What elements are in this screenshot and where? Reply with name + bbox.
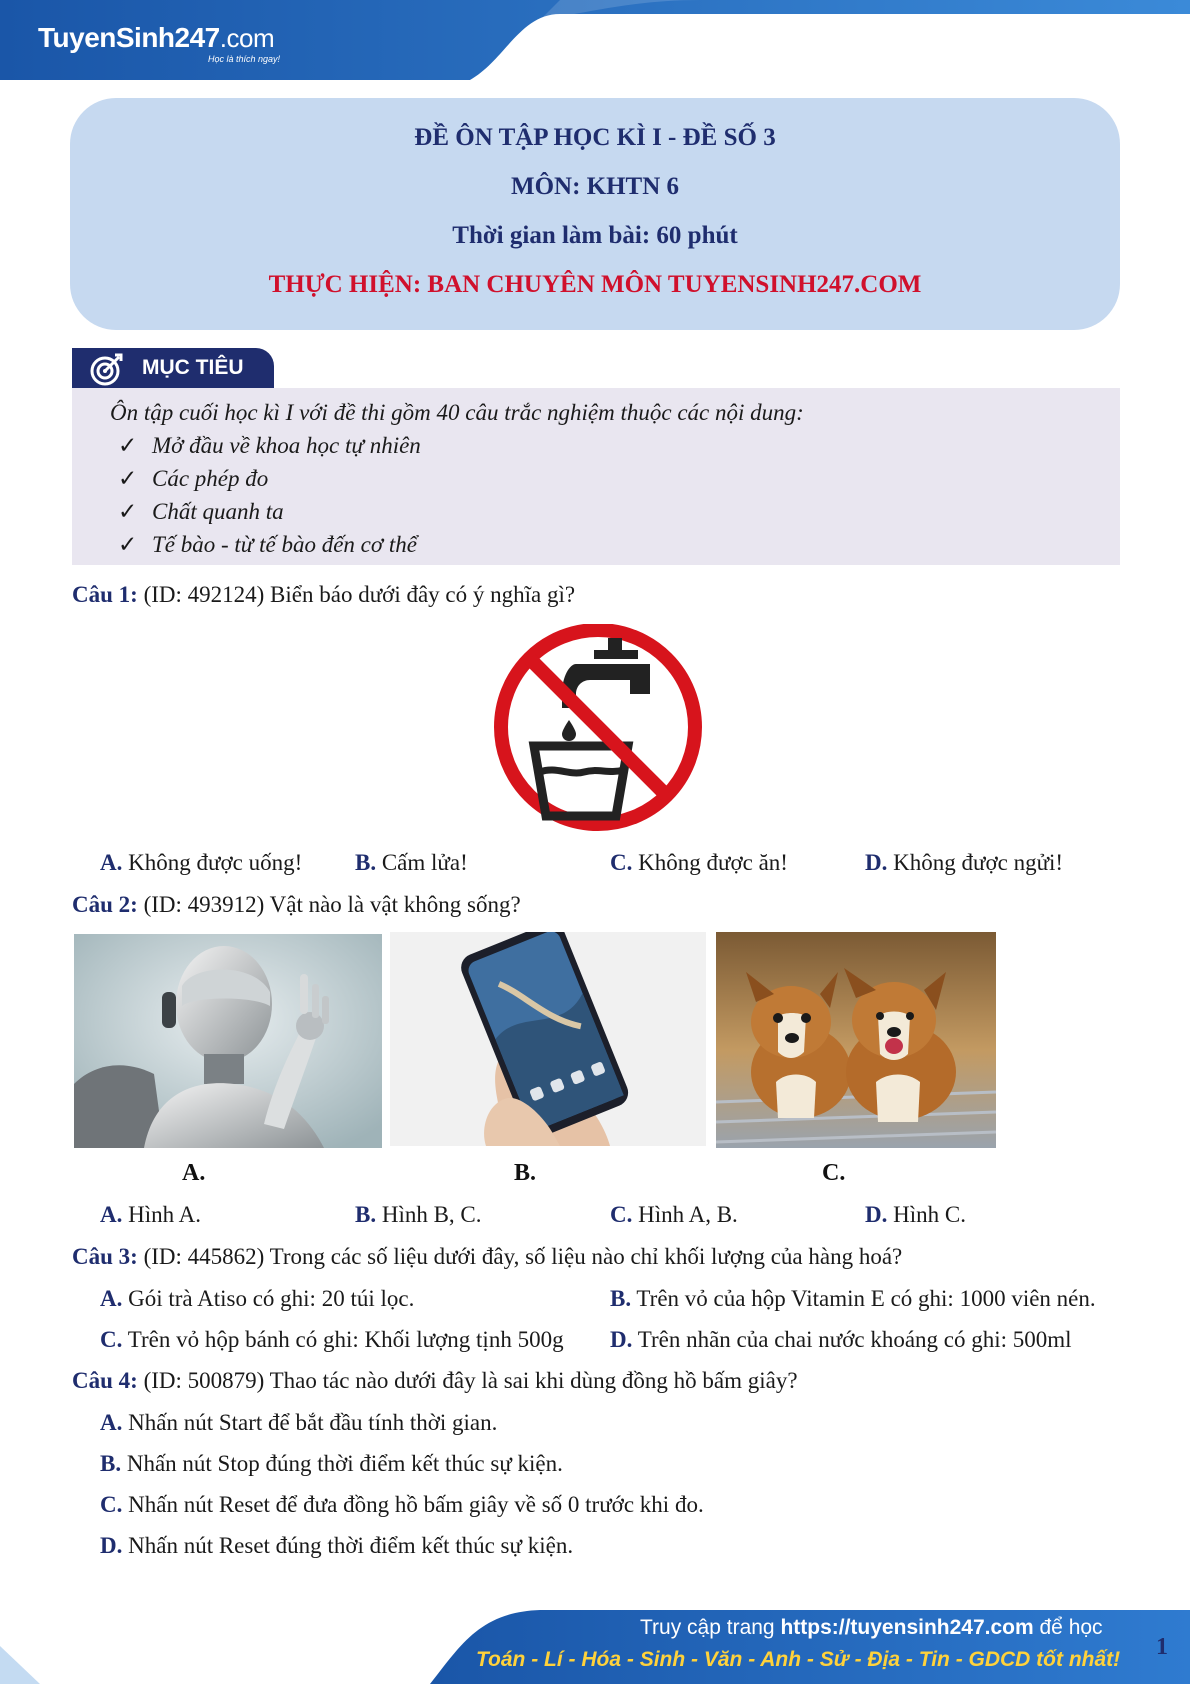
- smartphone-image: [390, 932, 706, 1146]
- option-b[interactable]: B. Cấm lửa!: [355, 850, 468, 875]
- question-3: [72, 1244, 902, 1270]
- option-c[interactable]: C. Hình A, B.: [610, 1202, 738, 1227]
- no-drinking-sign: [490, 624, 706, 834]
- exam-title: ĐỀ ÔN TẬP HỌC KÌ I - ĐỀ SỐ 3: [414, 124, 776, 151]
- objective-tab: [72, 348, 274, 388]
- option-b[interactable]: B. Trên vỏ của hộp Vitamin E có ghi: 1000 viên nén.: [610, 1286, 1096, 1311]
- check-icon: ✓: [118, 433, 138, 458]
- figure-caption-a: A.: [182, 1160, 206, 1186]
- figure-caption-c: C.: [822, 1160, 846, 1186]
- subject-line: MÔN: KHTN 6: [510, 173, 680, 200]
- question-text: (ID: 445862) Trong các số liệu dưới đây, số liệu nào chỉ khối lượng của hàng hoá?: [137, 1244, 903, 1269]
- duration-line: Thời gian làm bài: 60 phút: [452, 222, 738, 249]
- objective-intro: Ôn tập cuối học kì I với đề thi gồm 40 câu trắc nghiệm thuộc các nội dung:: [110, 400, 804, 425]
- check-icon: ✓: [118, 532, 138, 557]
- option-b[interactable]: B. Nhấn nút Stop đúng thời điểm kết thúc sự kiện.: [100, 1451, 563, 1476]
- objective-item: ✓ Chất quanh ta: [118, 499, 284, 524]
- check-icon: ✓: [118, 466, 138, 491]
- footer-subjects: Toán - Lí - Hóa - Sinh - Văn - Anh - Sử - Địa - Tin - GDCD tốt nhất!: [476, 1648, 1121, 1671]
- question-number: Câu 2:: [72, 892, 138, 917]
- objective-item: ✓ Mở đầu về khoa học tự nhiên: [118, 433, 421, 458]
- option-c[interactable]: C. Trên vỏ hộp bánh có ghi: Khối lượng tịnh 500g: [100, 1327, 564, 1352]
- option-a[interactable]: A. Nhấn nút Start để bắt đầu tính thời gian.: [100, 1410, 498, 1435]
- option-c[interactable]: C. Nhấn nút Reset để đưa đồng hồ bấm giây về số 0 trước khi đo.: [100, 1492, 704, 1517]
- option-b[interactable]: B. Hình B, C.: [355, 1202, 482, 1227]
- option-d[interactable]: D. Hình C.: [865, 1202, 966, 1227]
- logo-suffix: .com: [219, 23, 275, 53]
- site-logo[interactable]: [38, 22, 274, 54]
- question-text: (ID: 500879) Thao tác nào dưới đây là sai khi dùng đồng hồ bấm giây?: [137, 1368, 798, 1393]
- question-4: [72, 1368, 798, 1394]
- option-d[interactable]: D. Không được ngửi!: [865, 850, 1064, 875]
- check-icon: ✓: [118, 499, 138, 524]
- figure-caption-b: B.: [514, 1160, 537, 1186]
- footer-visit-text: Truy cập trang https://tuyensinh247.com để học: [640, 1616, 1103, 1639]
- option-a[interactable]: A. Không được uống!: [100, 850, 303, 875]
- question-2: [72, 892, 521, 918]
- option-d[interactable]: D. Trên nhãn của chai nước khoáng có ghi: 500ml: [610, 1327, 1072, 1352]
- page-number: 1: [1156, 1634, 1168, 1660]
- objective-item: ✓ Các phép đo: [118, 466, 269, 491]
- author-line: THỰC HIỆN: BAN CHUYÊN MÔN TUYENSINH247.COM: [268, 271, 922, 298]
- question-1: [72, 582, 575, 608]
- question-text: (ID: 493912) Vật nào là vật không sống?: [137, 892, 521, 917]
- objective-item: ✓ Tế bào - từ tế bào đến cơ thể: [118, 532, 417, 557]
- option-d[interactable]: D. Nhấn nút Reset đúng thời điểm kết thúc sự kiện.: [100, 1533, 574, 1558]
- option-a[interactable]: A. Gói trà Atiso có ghi: 20 túi lọc.: [100, 1286, 415, 1311]
- logo-tagline: Học là thích ngay!: [208, 54, 281, 64]
- question-number: Câu 4:: [72, 1368, 138, 1393]
- option-a[interactable]: A. Hình A.: [100, 1202, 201, 1227]
- footer-link[interactable]: https://tuyensinh247.com: [780, 1616, 1034, 1639]
- option-c[interactable]: C. Không được ăn!: [610, 850, 788, 875]
- objective-label: MỤC TIÊU: [142, 356, 244, 379]
- target-icon: [88, 352, 124, 388]
- question-text: (ID: 492124) Biển báo dưới đây có ý nghĩa gì?: [137, 582, 576, 607]
- question-number: Câu 1:: [72, 582, 138, 607]
- logo-text: TuyenSinh247: [38, 22, 220, 53]
- puppies-image: [716, 932, 996, 1148]
- question-number: Câu 3:: [72, 1244, 138, 1269]
- robot-image: [74, 934, 382, 1148]
